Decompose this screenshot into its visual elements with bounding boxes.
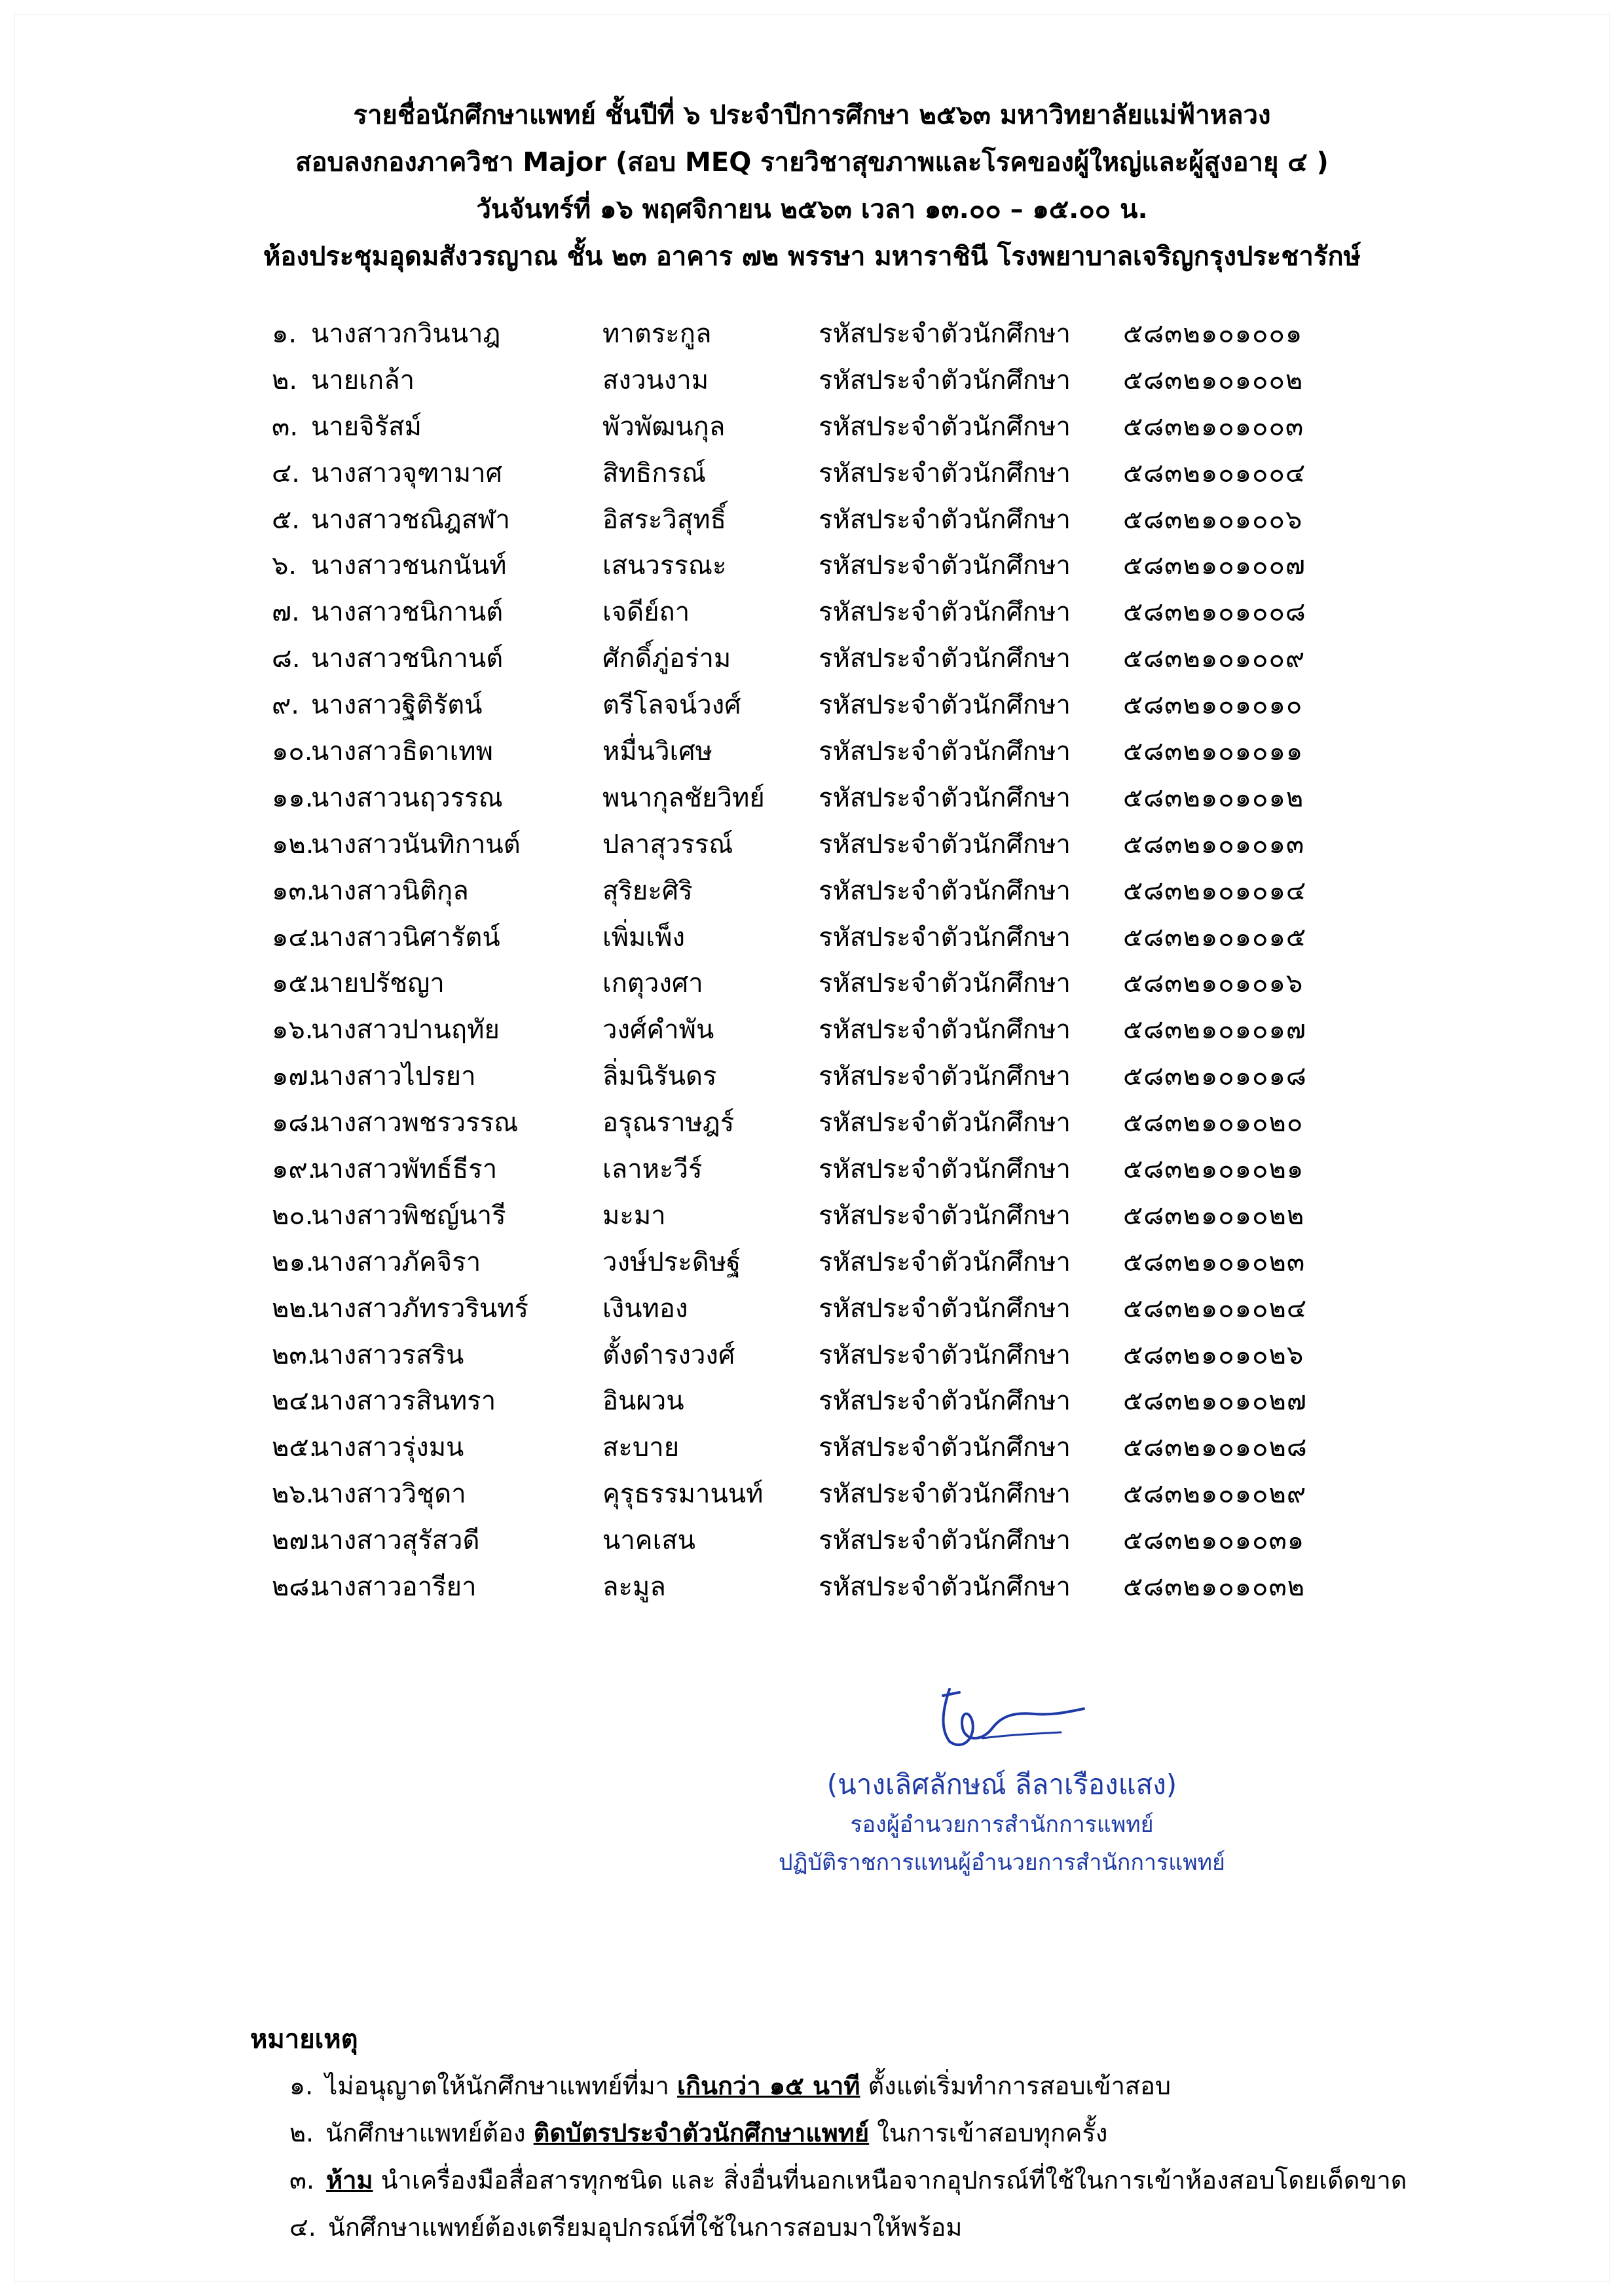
student-id: ๕๘๓๒๑๐๑๐๐๓ <box>1123 411 1304 442</box>
student-number: ๒๒. <box>272 1293 315 1324</box>
student-number: ๒๕. <box>272 1432 318 1463</box>
student-id-label: รหัสประจำตัวนักศึกษา <box>819 1015 1071 1046</box>
student-number: ๖. <box>272 551 297 581</box>
student-first-name: นางสาวชนิกานต์ <box>311 644 504 674</box>
student-first-name: นางสาวนันทิกานต์ <box>311 829 521 860</box>
student-id: ๕๘๓๒๑๐๑๐๑๐ <box>1123 690 1303 721</box>
header-line-exam: สอบลงกองภาควิชา Major (สอบ MEQ รายวิชาสุขภาพและโรคของผู้ใหญ่และผู้สูงอายุ ๔ ) <box>295 147 1329 177</box>
student-id: ๕๘๓๒๑๐๑๐๐๗ <box>1123 551 1306 581</box>
student-last-name: ปลาสุวรรณ์ <box>602 829 733 860</box>
student-number: ๒๐. <box>272 1200 314 1231</box>
student-id-label: รหัสประจำตัวนักศึกษา <box>819 782 1071 813</box>
header-line-title: รายชื่อนักศึกษาแพทย์ ชั้นปีที่ ๖ ประจำปีการศึกษา ๒๕๖๓ มหาวิทยาลัยแม่ฟ้าหลวง <box>353 100 1271 130</box>
signer-acting-position: ปฏิบัติราชการแทนผู้อำนวยการสำนักการแพทย์ <box>779 1850 1225 1876</box>
student-last-name: อิสระวิสุทธิ์ <box>602 504 727 535</box>
student-last-name: ตั้งดำรงวงศ์ <box>602 1339 735 1370</box>
student-row <box>272 1378 1372 1425</box>
student-last-name: พนากุลชัยวิทย์ <box>602 782 765 813</box>
student-number: ๒๔. <box>272 1386 318 1417</box>
note-emphasis: ติดบัตรประจำตัวนักศึกษาแพทย์ <box>533 2119 870 2147</box>
student-id-label: รหัสประจำตัวนักศึกษา <box>819 411 1071 442</box>
student-last-name: สะบาย <box>602 1432 680 1463</box>
student-last-name: วงศ์คำพัน <box>602 1015 714 1046</box>
student-last-name: ศักดิ์ภู่อร่าม <box>602 644 731 674</box>
student-id: ๕๘๓๒๑๐๑๐๑๓ <box>1123 829 1305 860</box>
student-first-name: นางสาวปานฤทัย <box>311 1015 500 1046</box>
student-number: ๒. <box>272 365 298 395</box>
student-first-name: นางสาวชณิฎสฬา <box>311 504 511 535</box>
student-row <box>272 1100 1372 1146</box>
student-row <box>272 1286 1372 1332</box>
student-row <box>272 1193 1372 1239</box>
student-row <box>272 915 1372 961</box>
student-first-name: นางสาวรุ่งมน <box>311 1432 464 1463</box>
student-first-name: นางสาวพชรวรรณ <box>311 1108 519 1139</box>
student-id-label: รหัสประจำตัวนักศึกษา <box>819 1293 1071 1324</box>
student-id-label: รหัสประจำตัวนักศึกษา <box>819 1061 1071 1092</box>
student-id: ๕๘๓๒๑๐๑๐๐๔ <box>1123 458 1306 488</box>
student-first-name: นางสาวภัคจิรา <box>311 1247 481 1277</box>
student-first-name: นางสาวไปรยา <box>311 1061 476 1092</box>
student-last-name: วงษ์ประดิษฐ์ <box>602 1247 741 1277</box>
student-id: ๕๘๓๒๑๐๑๐๒๗ <box>1123 1386 1307 1417</box>
student-id: ๕๘๓๒๑๐๑๐๒๔ <box>1123 1293 1308 1324</box>
student-number: ๕. <box>272 504 300 535</box>
note-item <box>250 2109 1442 2157</box>
student-number: ๑๖. <box>272 1015 314 1046</box>
student-id-label: รหัสประจำตัวนักศึกษา <box>819 319 1071 349</box>
student-first-name: นางสาวรสินทรา <box>311 1386 496 1417</box>
student-row <box>272 1053 1372 1100</box>
student-last-name: ตรีโลจน์วงศ์ <box>602 690 741 721</box>
student-row <box>272 960 1372 1007</box>
student-first-name: นายจิรัสม์ <box>311 411 422 442</box>
student-id-label: รหัสประจำตัวนักศึกษา <box>819 829 1071 860</box>
student-id-label: รหัสประจำตัวนักศึกษา <box>819 1200 1071 1231</box>
student-number: ๓. <box>272 411 299 442</box>
student-row <box>272 729 1372 775</box>
header-line-venue: ห้องประชุมอุดมสังวรญาณ ชั้น ๒๓ อาคาร ๗๒ พรรษา มหาราชินี โรงพยาบาลเจริญกรุงประชารักษ์ <box>263 242 1361 272</box>
student-last-name: สงวนงาม <box>602 365 709 395</box>
student-id: ๕๘๓๒๑๐๑๐๒๑ <box>1123 1154 1304 1185</box>
student-first-name: นางสาวอารียา <box>311 1572 477 1603</box>
student-last-name: ละมูล <box>602 1572 666 1603</box>
student-id-label: รหัสประจำตัวนักศึกษา <box>819 597 1071 628</box>
student-last-name: เพิ่มเพ็ง <box>602 922 685 953</box>
student-id-label: รหัสประจำตัวนักศึกษา <box>819 1339 1071 1370</box>
student-id: ๕๘๓๒๑๐๑๐๐๑ <box>1123 319 1303 349</box>
student-id: ๕๘๓๒๑๐๑๐๐๘ <box>1123 597 1306 628</box>
student-id: ๕๘๓๒๑๐๑๐๑๔ <box>1123 875 1307 906</box>
student-last-name: อินผวน <box>602 1386 684 1417</box>
student-roster <box>272 311 1372 1611</box>
note-text-end: นำเครื่องมือสื่อสารทุกชนิด และ สิ่งอื่นที่นอกเหนือจากอุปกรณ์ที่ใช้ในการเข้าห้องสอบโดยเด็ดขาด <box>373 2166 1407 2195</box>
student-row <box>272 404 1372 450</box>
student-id-label: รหัสประจำตัวนักศึกษา <box>819 504 1071 535</box>
student-first-name: นางสาวพิชญ์นารี <box>311 1200 506 1231</box>
student-first-name: นางสาวนฤวรรณ <box>311 782 503 813</box>
document-header <box>196 92 1428 280</box>
note-number: ๒. <box>289 2119 314 2147</box>
student-number: ๒๘. <box>272 1572 318 1603</box>
student-id-label: รหัสประจำตัวนักศึกษา <box>819 1432 1071 1463</box>
student-last-name: คุรุธรรมานนท์ <box>602 1479 764 1510</box>
student-last-name: เกตุวงศา <box>602 968 703 999</box>
student-number: ๑. <box>272 319 297 349</box>
note-number: ๓. <box>289 2166 315 2195</box>
student-row <box>272 1471 1372 1518</box>
header-line-date: วันจันทร์ที่ ๑๖ พฤศจิกายน ๒๕๖๓ เวลา ๑๓.๐๐ – ๑๕.๐๐ น. <box>476 194 1148 225</box>
student-row <box>272 822 1372 868</box>
student-row <box>272 311 1372 357</box>
student-first-name: นางสาวชนิกานต์ <box>311 597 504 628</box>
notes-section <box>250 2016 1442 2251</box>
notes-title: หมายเหตุ <box>250 2024 358 2054</box>
student-row <box>272 589 1372 636</box>
student-id: ๕๘๓๒๑๐๑๐๒๐ <box>1123 1108 1304 1139</box>
student-id: ๕๘๓๒๑๐๑๐๐๒ <box>1123 365 1304 395</box>
student-row <box>272 450 1372 497</box>
student-row <box>272 1146 1372 1193</box>
note-emphasis: ห้าม <box>326 2166 373 2195</box>
note-number: ๑. <box>289 2071 314 2100</box>
student-first-name: นางสาวธิดาเทพ <box>311 737 493 767</box>
student-row <box>272 636 1372 682</box>
student-number: ๗. <box>272 597 300 628</box>
student-number: ๒๓. <box>272 1339 316 1370</box>
student-row <box>272 1007 1372 1053</box>
student-last-name: เลาหะวีร์ <box>602 1154 703 1185</box>
student-id: ๕๘๓๒๑๐๑๐๓๑ <box>1123 1525 1305 1556</box>
note-item <box>250 2157 1442 2204</box>
handwritten-signature <box>904 1676 1100 1755</box>
student-row <box>272 1239 1372 1286</box>
student-row <box>272 868 1372 915</box>
student-id: ๕๘๓๒๑๐๑๐๑๑ <box>1123 737 1304 767</box>
student-id: ๕๘๓๒๑๐๑๐๒๓ <box>1123 1247 1306 1277</box>
student-first-name: นายเกล้า <box>311 365 415 395</box>
student-number: ๑๑. <box>272 782 314 813</box>
student-last-name: มะมา <box>602 1200 666 1231</box>
student-id: ๕๘๓๒๑๐๑๐๑๗ <box>1123 1015 1306 1046</box>
student-row <box>272 1425 1372 1471</box>
student-number: ๒๑. <box>272 1247 314 1277</box>
student-first-name: นางสาวจุฑามาศ <box>311 458 502 488</box>
student-number: ๑๐. <box>272 737 313 767</box>
student-last-name: ลิ่มนิรันดร <box>602 1061 717 1092</box>
student-id-label: รหัสประจำตัวนักศึกษา <box>819 551 1071 581</box>
student-id: ๕๘๓๒๑๐๑๐๒๘ <box>1123 1432 1308 1463</box>
note-number: ๔. <box>289 2213 316 2242</box>
student-id-label: รหัสประจำตัวนักศึกษา <box>819 644 1071 674</box>
student-last-name: ทาตระกูล <box>602 319 712 349</box>
student-id-label: รหัสประจำตัวนักศึกษา <box>819 365 1071 395</box>
student-id-label: รหัสประจำตัวนักศึกษา <box>819 1154 1071 1185</box>
student-last-name: เจดีย์ถา <box>602 597 690 628</box>
note-text: นักศึกษาแพทย์ต้องเตรียมอุปกรณ์ที่ใช้ในการสอบมาให้พร้อม <box>327 2213 963 2242</box>
student-number: ๑๙. <box>272 1154 316 1185</box>
student-first-name: นางสาวภัทรวรินทร์ <box>311 1293 529 1324</box>
student-id-label: รหัสประจำตัวนักศึกษา <box>819 1525 1071 1556</box>
student-id: ๕๘๓๒๑๐๑๐๑๖ <box>1123 968 1304 999</box>
note-text-end: ตั้งแต่เริ่มทำการสอบเข้าสอบ <box>860 2071 1172 2100</box>
student-last-name: หมื่นวิเศษ <box>602 737 712 767</box>
student-id-label: รหัสประจำตัวนักศึกษา <box>819 690 1071 721</box>
notes-list <box>250 2062 1442 2251</box>
student-first-name: นางสาวสุรัสวดี <box>311 1525 480 1556</box>
student-number: ๘. <box>272 644 301 674</box>
note-text-end: ในการเข้าสอบทุกครั้ง <box>869 2119 1108 2147</box>
student-last-name: นาคเสน <box>602 1525 695 1556</box>
note-emphasis: เกินกว่า ๑๕ นาที <box>677 2071 860 2100</box>
student-last-name: สุริยะศิริ <box>602 875 693 906</box>
student-row <box>272 1332 1372 1379</box>
student-id: ๕๘๓๒๑๐๑๐๒๒ <box>1123 1200 1305 1231</box>
student-id: ๕๘๓๒๑๐๑๐๐๙ <box>1123 644 1306 674</box>
student-id-label: รหัสประจำตัวนักศึกษา <box>819 1572 1071 1603</box>
student-row <box>272 357 1372 404</box>
student-number: ๙. <box>272 690 300 721</box>
student-first-name: นางสาวรสริน <box>311 1339 464 1370</box>
student-first-name: นางสาววิชุดา <box>311 1479 466 1510</box>
student-id-label: รหัสประจำตัวนักศึกษา <box>819 737 1071 767</box>
student-id: ๕๘๓๒๑๐๑๐๐๖ <box>1123 504 1303 535</box>
student-number: ๑๓. <box>272 875 315 906</box>
student-id-label: รหัสประจำตัวนักศึกษา <box>819 968 1071 999</box>
student-first-name: นางสาวนิศารัตน์ <box>311 922 500 953</box>
student-row <box>272 543 1372 589</box>
student-id: ๕๘๓๒๑๐๑๐๑๘ <box>1123 1061 1307 1092</box>
student-id-label: รหัสประจำตัวนักศึกษา <box>819 875 1071 906</box>
student-first-name: นางสาวกวินนาฎ <box>311 319 501 349</box>
signer-name: (นางเลิศลักษณ์ ลีลาเรืองแสง) <box>826 1768 1177 1800</box>
student-id-label: รหัสประจำตัวนักศึกษา <box>819 1479 1071 1510</box>
student-number: ๑๔. <box>272 922 317 953</box>
student-last-name: อรุณราษฎร์ <box>602 1108 735 1139</box>
student-first-name: นางสาวนิติกุล <box>311 875 469 906</box>
student-first-name: นางสาวพัทธ์ธีรา <box>311 1154 498 1185</box>
student-id-label: รหัสประจำตัวนักศึกษา <box>819 1386 1071 1417</box>
student-id-label: รหัสประจำตัวนักศึกษา <box>819 1247 1071 1277</box>
student-first-name: นายปรัชญา <box>311 968 445 999</box>
student-number: ๔. <box>272 458 300 488</box>
student-id-label: รหัสประจำตัวนักศึกษา <box>819 458 1071 488</box>
note-text: นักศึกษาแพทย์ต้อง <box>325 2119 534 2147</box>
student-first-name: นางสาวฐิติรัตน์ <box>311 690 483 721</box>
student-id: ๕๘๓๒๑๐๑๐๒๖ <box>1123 1339 1304 1370</box>
student-number: ๒๗. <box>272 1525 318 1556</box>
student-number: ๑๕. <box>272 968 317 999</box>
student-row <box>272 1518 1372 1564</box>
student-id-label: รหัสประจำตัวนักศึกษา <box>819 1108 1071 1139</box>
student-row <box>272 497 1372 543</box>
student-id: ๕๘๓๒๑๐๑๐๑๒ <box>1123 782 1304 813</box>
student-number: ๑๗. <box>272 1061 317 1092</box>
student-first-name: นางสาวชนกนันท์ <box>311 551 507 581</box>
student-row <box>272 682 1372 729</box>
student-id: ๕๘๓๒๑๐๑๐๒๙ <box>1123 1479 1307 1510</box>
student-last-name: เงินทอง <box>602 1293 688 1324</box>
student-number: ๒๖. <box>272 1479 314 1510</box>
student-last-name: เสนวรรณะ <box>602 551 727 581</box>
student-number: ๑๘. <box>272 1108 317 1139</box>
student-id-label: รหัสประจำตัวนักศึกษา <box>819 922 1071 953</box>
student-last-name: สิทธิกรณ์ <box>602 458 707 488</box>
signer-position: รองผู้อำนวยการสำนักการแพทย์ <box>850 1812 1154 1838</box>
student-id: ๕๘๓๒๑๐๑๐๑๕ <box>1123 922 1307 953</box>
student-number: ๑๒. <box>272 829 314 860</box>
signature-block <box>753 1676 1251 1882</box>
student-id: ๕๘๓๒๑๐๑๐๓๒ <box>1123 1572 1306 1603</box>
note-item <box>250 2062 1442 2109</box>
student-row <box>272 1564 1372 1611</box>
student-last-name: พัวพัฒนกุล <box>602 411 726 442</box>
note-item <box>250 2204 1442 2251</box>
note-text: ไม่อนุญาตให้นักศึกษาแพทย์ที่มา <box>325 2071 678 2100</box>
student-row <box>272 775 1372 822</box>
